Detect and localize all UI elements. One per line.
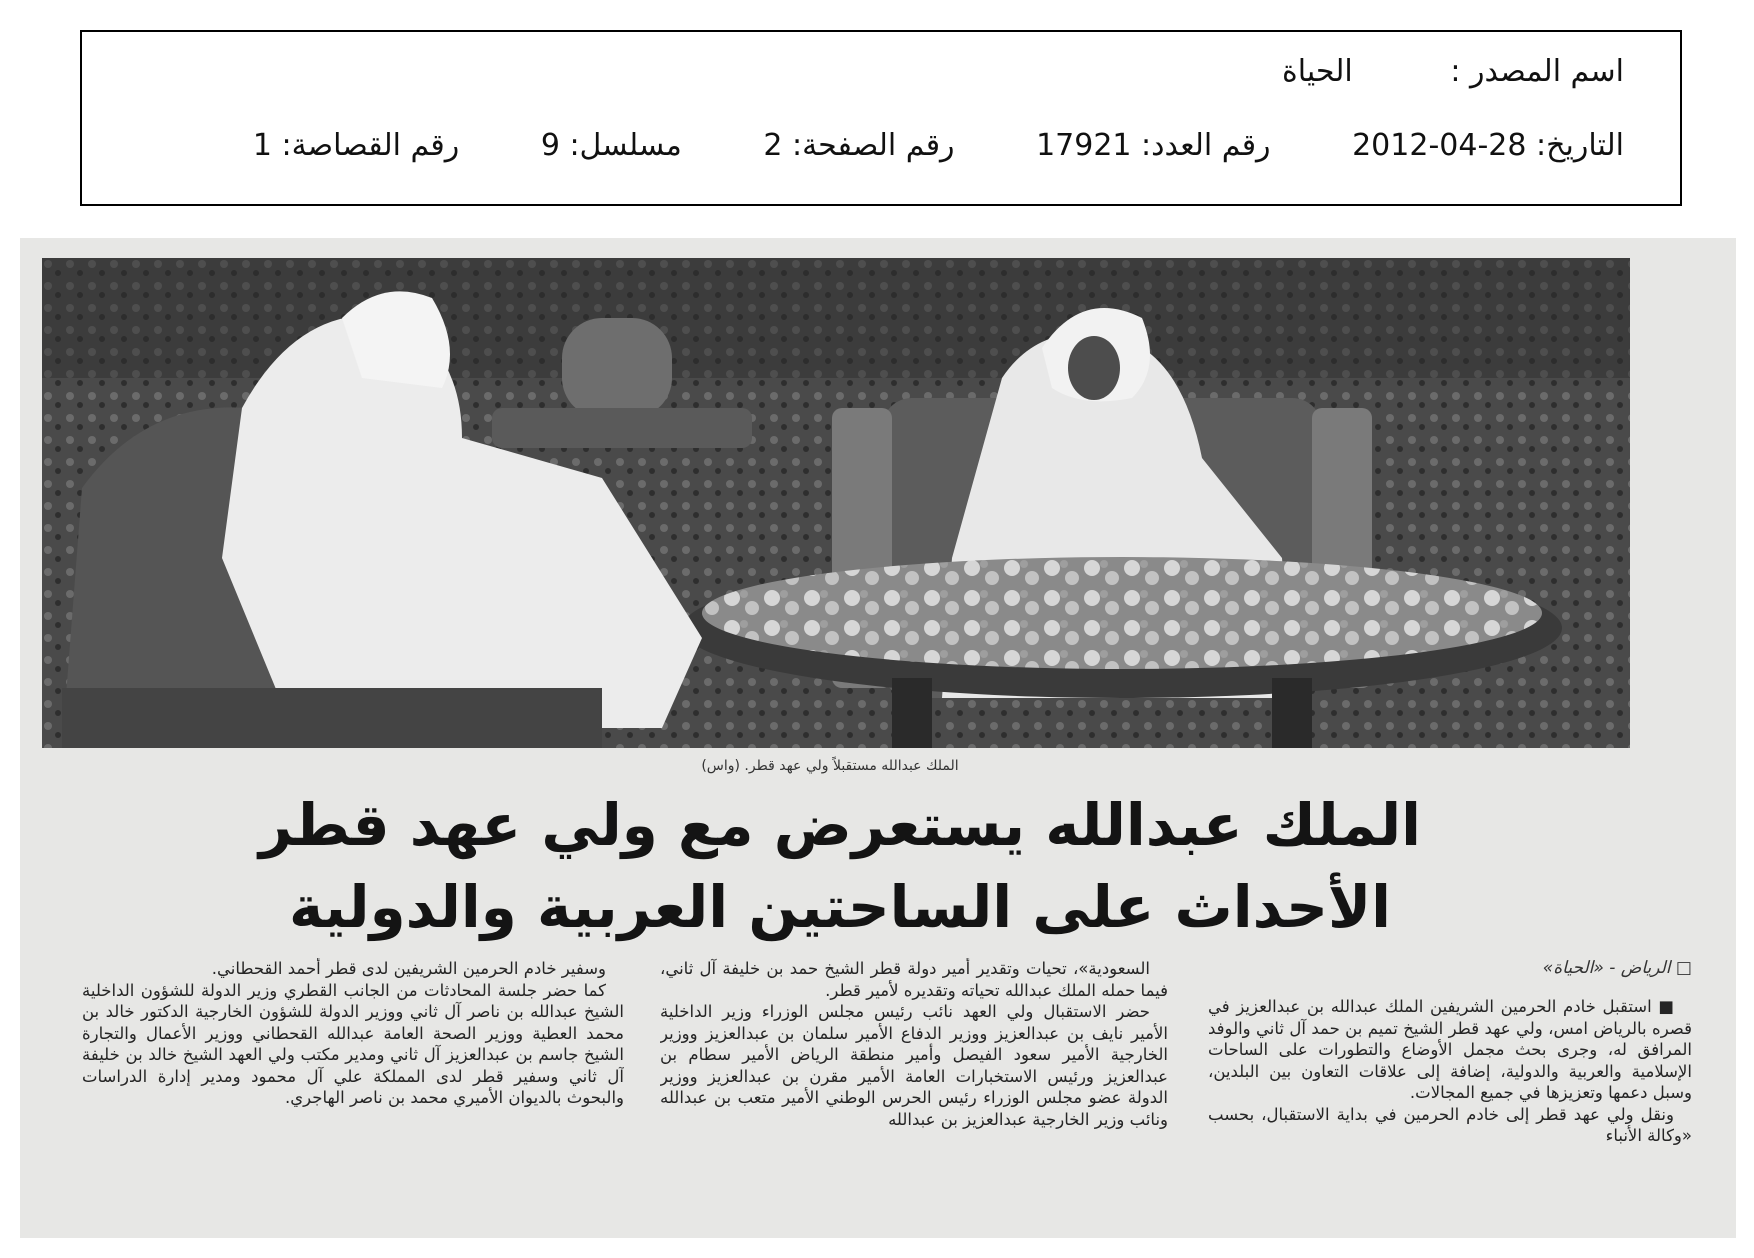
meta-issue-number: رقم العدد: 17921: [1036, 128, 1271, 163]
paragraph: كما حضر جلسة المحادثات من الجانب القطري وزير الدولة للشؤون الداخلية الشيخ عبدالله بن ناصر آل ثاني ووزير الدولة للشؤون الخارجية الدكتور خالد بن محمد العطية ووزير الصحة العامة عبدالله القحطاني ووزير الأعمال والتجارة الشيخ جاسم بن عبدالعزيز آل ثاني ومدير مكتب ولي العهد الشيخ خالد بن خليفة آل ثاني وسفير قطر لدى المملكة علي آل محمود ومدير إدارة الدراسات والبحوث بالديوان الأميري محمد بن ناصر الهاجري.: [82, 980, 624, 1107]
meta-source-row: [1282, 54, 1624, 89]
paragraph: ونقل ولي عهد قطر إلى خادم الحرمين في بداية الاستقبال، بحسب «وكالة الأنباء: [1208, 1104, 1692, 1145]
headline-line-1: الملك عبدالله يستعرض مع ولي عهد قطر: [258, 791, 1421, 859]
paragraph: وسفير خادم الحرمين الشريفين لدى قطر أحمد القحطاني.: [211, 959, 606, 978]
article-column-left: [82, 958, 624, 1238]
article-column-middle: [660, 958, 1168, 1238]
meta-source-value: الحياة: [1282, 54, 1353, 89]
paragraph: السعودية»، تحيات وتقدير أمير دولة قطر الشيخ حمد بن خليفة آل ثاني، فيما حمله الملك عبدالله تحياته وتقديره لأمير قطر.: [660, 959, 1168, 1000]
paragraph: ■ استقبل خادم الحرمين الشريفين الملك عبدالله بن عبدالعزيز في قصره بالرياض امس، ولي عهد قطر الشيخ تميم بن حمد آل ثاني والوفد المرافق له، وجرى بحث مجمل الأوضاع والتطورات على الساحات الإسلامية والعربية والدولية، إضافة إلى علاقات التعاون بين البلدين، وسبل دعمها وتعزيزها في جميع المجالات.: [1208, 997, 1692, 1102]
meta-page-number: رقم الصفحة: 2: [763, 128, 955, 163]
newspaper-clipping: [20, 238, 1736, 1238]
article-column-right: [1208, 996, 1692, 1238]
meta-serial: مسلسل: 9: [540, 128, 682, 163]
article-photo-illustration: [42, 258, 1630, 748]
meta-date: التاريخ: 28-04-2012: [1352, 128, 1624, 163]
headline-line-2: الأحداث على الساحتين العربية والدولية: [288, 873, 1392, 941]
article-dateline: □ الرياض - «الحياة»: [1542, 958, 1692, 978]
meta-details-row: [253, 128, 1624, 163]
meta-source-label: اسم المصدر :: [1450, 54, 1624, 89]
meta-clip-number: رقم القصاصة: 1: [252, 128, 460, 163]
article-photo: [42, 258, 1630, 748]
clipping-metadata-box: [80, 30, 1682, 206]
paragraph: حضر الاستقبال ولي العهد نائب رئيس مجلس الوزراء وزير الداخلية الأمير نايف بن عبدالعزيز ووزير الدفاع الأمير سلمان بن عبدالعزيز ووزير الخارجية الأمير سعود الفيصل وأمير منطقة الرياض الأمير سطام بن عبدالعزيز ورئيس الاستخبارات العامة الأمير مقرن بن عبدالعزيز ووزير الدولة عضو مجلس الوزراء رئيس الحرس الوطني الأمير متعب بن عبدالله ونائب وزير الخارجية عبدالعزيز بن عبدالله: [660, 1002, 1168, 1129]
photo-caption: الملك عبدالله مستقبلاً ولي عهد قطر. (واس): [701, 758, 959, 774]
